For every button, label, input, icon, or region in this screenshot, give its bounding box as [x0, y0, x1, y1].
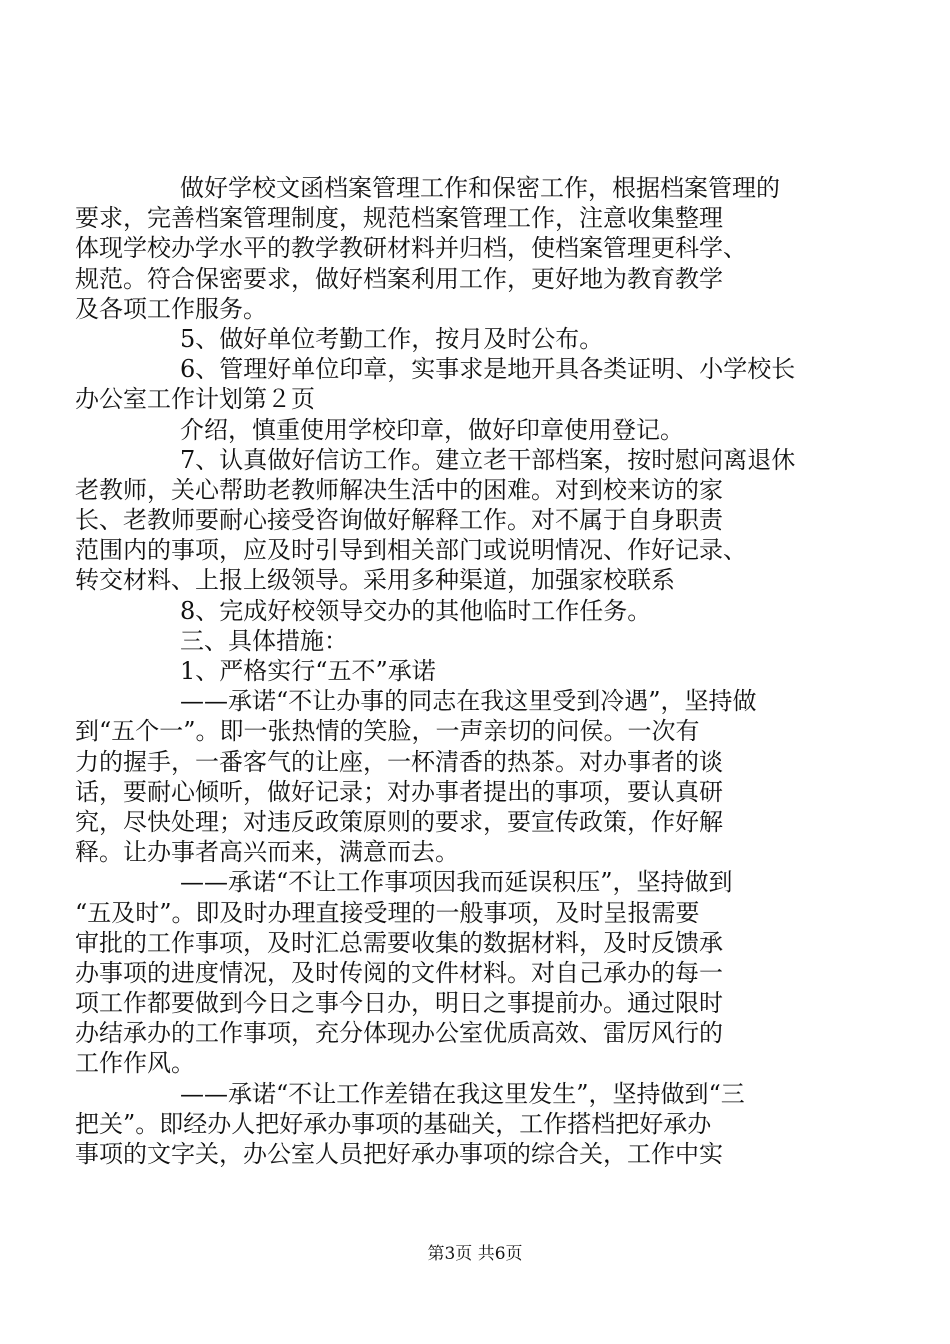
text-line: 项工作都要做到今日之事今日办，明日之事提前办。通过限时 [75, 989, 723, 1018]
text-line: 三、具体措施： [180, 626, 348, 655]
text-line: 6、管理好单位印章，实事求是地开具各类证明、小学校长 [180, 355, 796, 384]
text-line: 究，尽快处理；对违反政策原则的要求，要宣传政策，作好解 [75, 807, 723, 836]
text-line: 话，要耐心倾听，做好记录；对办事者提出的事项，要认真研 [75, 777, 723, 806]
text-line: 范围内的事项，应及时引导到相关部门或说明情况、作好记录、 [75, 536, 747, 565]
text-line: ——承诺“不让工作差错在我这里发生”，坚持做到“三 [180, 1079, 745, 1108]
document-body [75, 173, 842, 1169]
text-line: 7、认真做好信访工作。建立老干部档案，按时慰问离退休 [180, 445, 796, 474]
text-line: 长、老教师要耐心接受咨询做好解释工作。对不属于自身职责 [75, 506, 723, 535]
page-footer: 第3页 共6页 [427, 1244, 523, 1264]
text-line: 要求，完善档案管理制度，规范档案管理工作，注意收集整理 [75, 204, 723, 233]
text-line: 办结承办的工作事项，充分体现办公室优质高效、雷厉风行的 [75, 1019, 723, 1048]
text-line: ——承诺“不让工作事项因我而延误积压”，坚持做到 [180, 868, 733, 897]
text-line: 规范。符合保密要求，做好档案利用工作，更好地为教育教学 [75, 264, 723, 293]
text-line: 到“五个一”。即一张热情的笑脸，一声亲切的问侯。一次有 [75, 717, 700, 746]
text-line: 办事项的进度情况，及时传阅的文件材料。对自己承办的每一 [75, 958, 723, 987]
text-line: 力的握手，一番客气的让座，一杯清香的热茶。对办事者的谈 [75, 747, 723, 776]
text-line: “五及时”。即及时办理直接受理的一般事项，及时呈报需要 [75, 898, 700, 927]
text-line: 老教师，关心帮助老教师解决生活中的困难。对到校来访的家 [75, 475, 723, 504]
text-line: 转交材料、上报上级领导。采用多种渠道，加强家校联系 [75, 566, 675, 595]
text-line: 审批的工作事项，及时汇总需要收集的数据材料，及时反馈承 [75, 928, 723, 957]
text-line: 5、做好单位考勤工作，按月及时公布。 [180, 324, 604, 353]
text-line: 8、完成好校领导交办的其他临时工作任务。 [180, 596, 652, 625]
text-line: 事项的文字关，办公室人员把好承办事项的综合关，工作中实 [75, 1140, 723, 1168]
text-line: 做好学校文函档案管理工作和保密工作，根据档案管理的 [180, 174, 780, 202]
text-line: 及各项工作服务。 [75, 294, 267, 323]
text-line: 释。让办事者高兴而来，满意而去。 [75, 838, 459, 867]
text-line: 办公室工作计划第２页 [75, 385, 315, 414]
text-line: 1、严格实行“五不”承诺 [180, 657, 436, 685]
text-line: 介绍，慎重使用学校印章，做好印章使用登记。 [180, 415, 684, 444]
text-line: ——承诺“不让办事的同志在我这里受到冷遇”，坚持做 [180, 687, 757, 716]
text-line: 体现学校办学水平的教学教研材料并归档，使档案管理更科学、 [75, 234, 747, 263]
text-line: 把关”。即经办人把好承办事项的基础关，工作搭档把好承办 [75, 1109, 712, 1138]
text-line: 工作作风。 [75, 1049, 195, 1078]
